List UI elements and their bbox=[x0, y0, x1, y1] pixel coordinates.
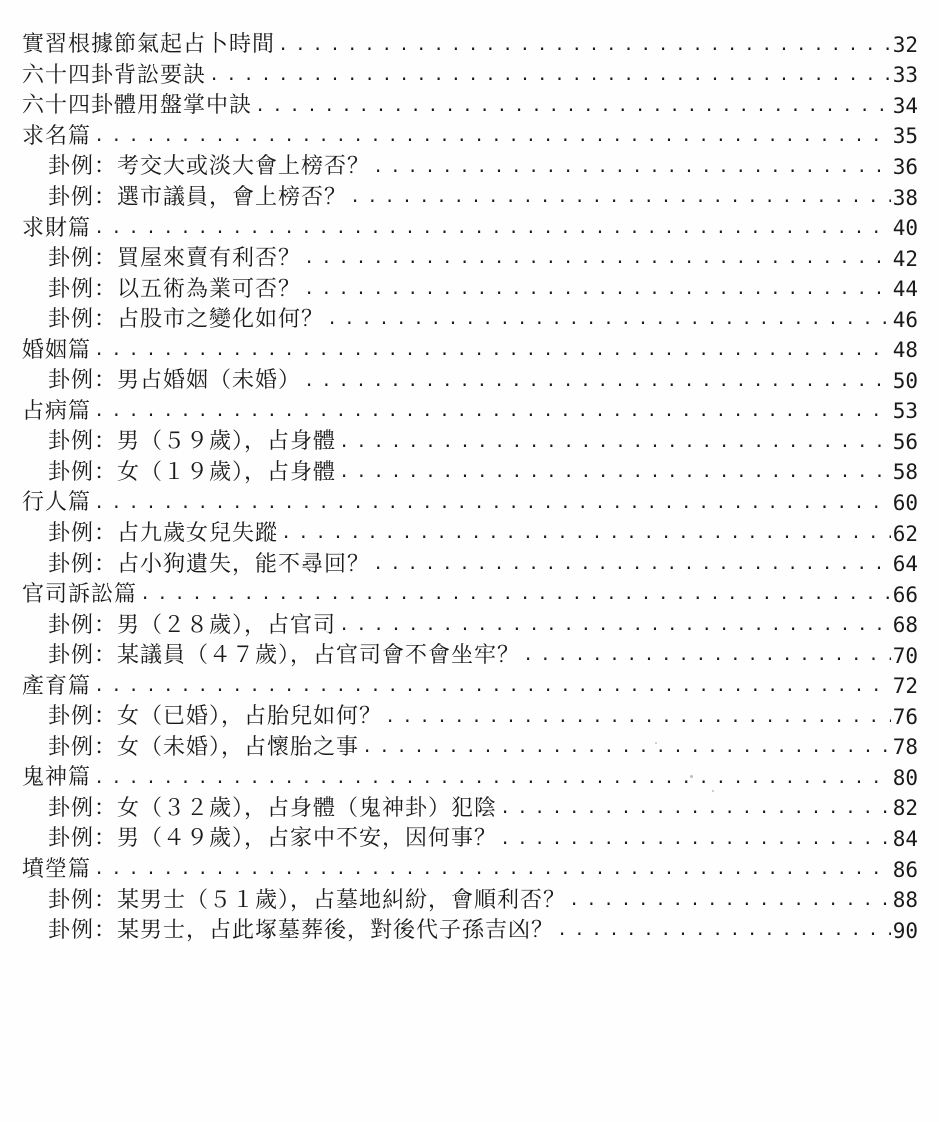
toc-page-number: 78 bbox=[892, 735, 918, 760]
toc-subentry bbox=[22, 702, 918, 733]
toc-page-number: 50 bbox=[892, 368, 918, 393]
toc-entry-title: 求名篇 bbox=[22, 123, 92, 149]
toc-entry-title: 卦例：以五術為業可否？ bbox=[48, 276, 302, 302]
toc-entry-title: 卦例：考交大或淡大會上榜否？ bbox=[48, 154, 371, 180]
toc-subentry bbox=[22, 824, 918, 855]
toc-section bbox=[22, 855, 918, 886]
toc-entry-title: 實習根據節氣起占卜時間 bbox=[22, 32, 276, 58]
toc-entry-title: 卦例：某男士（５１歲），占墓地糾紛，會順利否？ bbox=[48, 887, 567, 913]
dot-leader bbox=[94, 397, 891, 428]
toc-page-number: 72 bbox=[892, 674, 918, 699]
toc-page-number: 56 bbox=[892, 429, 918, 454]
toc-page-number: 32 bbox=[892, 32, 918, 57]
toc-entry-title: 占病篇 bbox=[22, 398, 92, 424]
dot-leader bbox=[94, 855, 891, 886]
dot-leader bbox=[500, 824, 891, 855]
toc-subentry bbox=[22, 519, 918, 550]
toc-entry-title: 婚姻篇 bbox=[22, 337, 92, 363]
dot-leader bbox=[373, 152, 891, 183]
dot-leader bbox=[94, 213, 891, 244]
dot-leader bbox=[557, 916, 891, 947]
table-of-contents bbox=[22, 30, 918, 946]
toc-section bbox=[22, 213, 918, 244]
dot-leader bbox=[500, 794, 891, 825]
dot-leader bbox=[569, 885, 891, 916]
toc-page-number: 88 bbox=[892, 888, 918, 913]
toc-page-number: 70 bbox=[892, 643, 918, 668]
dot-leader bbox=[523, 641, 891, 672]
toc-subentry bbox=[22, 458, 918, 489]
toc-entry-title: 卦例：男占婚姻（未婚） bbox=[48, 368, 302, 394]
toc-section bbox=[22, 30, 918, 61]
toc-entry-title: 卦例：占九歲女兒失蹤 bbox=[48, 521, 279, 547]
dot-leader bbox=[94, 122, 891, 153]
toc-section bbox=[22, 580, 918, 611]
toc-page-number: 80 bbox=[892, 765, 918, 790]
scan-speck bbox=[712, 790, 714, 792]
toc-subentry bbox=[22, 274, 918, 305]
toc-page-number: 38 bbox=[892, 185, 918, 210]
toc-entry-title: 產育篇 bbox=[22, 673, 92, 699]
toc-page-number: 58 bbox=[892, 460, 918, 485]
toc-section bbox=[22, 91, 918, 122]
dot-leader bbox=[339, 458, 891, 489]
toc-entry-title: 卦例：男（５９歲），占身體 bbox=[48, 429, 337, 455]
dot-leader bbox=[362, 733, 891, 764]
toc-section bbox=[22, 335, 918, 366]
toc-entry-title: 卦例：占小狗遺失，能不尋回？ bbox=[48, 551, 371, 577]
toc-subentry bbox=[22, 794, 918, 825]
toc-page-number: 66 bbox=[892, 582, 918, 607]
dot-leader bbox=[94, 671, 891, 702]
toc-entry-title: 鬼神篇 bbox=[22, 765, 92, 791]
toc-entry-title: 卦例：某議員（４７歲），占官司會不會坐牢？ bbox=[48, 643, 521, 669]
toc-page-number: 90 bbox=[892, 918, 918, 943]
toc-subentry bbox=[22, 152, 918, 183]
toc-page-number: 36 bbox=[892, 154, 918, 179]
dot-leader bbox=[255, 91, 891, 122]
dot-leader bbox=[327, 305, 891, 336]
dot-leader bbox=[339, 610, 891, 641]
toc-page-number: 86 bbox=[892, 857, 918, 882]
dot-leader bbox=[94, 763, 891, 794]
toc-page-number: 53 bbox=[892, 399, 918, 424]
toc-page-number: 33 bbox=[892, 63, 918, 88]
toc-page-number: 76 bbox=[892, 704, 918, 729]
toc-entry-title: 卦例：女（１９歲），占身體 bbox=[48, 459, 337, 485]
toc-subentry bbox=[22, 641, 918, 672]
toc-entry-title: 卦例：女（已婚），占胎兒如何？ bbox=[48, 704, 383, 730]
dot-leader bbox=[350, 183, 891, 214]
dot-leader bbox=[385, 702, 891, 733]
toc-page-number: 48 bbox=[892, 338, 918, 363]
toc-subentry bbox=[22, 610, 918, 641]
toc-page-number: 68 bbox=[892, 613, 918, 638]
dot-leader bbox=[281, 519, 891, 550]
toc-subentry bbox=[22, 885, 918, 916]
toc-section bbox=[22, 671, 918, 702]
toc-page-number: 42 bbox=[892, 246, 918, 271]
toc-entry-title: 六十四卦體用盤掌中訣 bbox=[22, 93, 253, 119]
toc-entry-title: 卦例：男（２８歲），占官司 bbox=[48, 612, 337, 638]
toc-entry-title: 卦例：買屋來賣有利否？ bbox=[48, 246, 302, 272]
toc-page-number: 60 bbox=[892, 490, 918, 515]
toc-entry-title: 官司訴訟篇 bbox=[22, 582, 138, 608]
toc-entry-title: 行人篇 bbox=[22, 490, 92, 516]
toc-subentry bbox=[22, 244, 918, 275]
dot-leader bbox=[278, 30, 891, 61]
toc-section bbox=[22, 763, 918, 794]
dot-leader bbox=[373, 549, 891, 580]
toc-subentry bbox=[22, 305, 918, 336]
toc-entry-title: 卦例：女（未婚），占懷胎之事 bbox=[48, 734, 360, 760]
toc-entry-title: 六十四卦背訟要訣 bbox=[22, 62, 207, 88]
toc-page-number: 46 bbox=[892, 307, 918, 332]
toc-entry-title: 卦例：占股市之變化如何？ bbox=[48, 307, 325, 333]
dot-leader bbox=[94, 335, 891, 366]
toc-entry-title: 卦例：男（４９歲），占家中不安，因何事？ bbox=[48, 826, 498, 852]
dot-leader bbox=[140, 580, 891, 611]
toc-subentry bbox=[22, 733, 918, 764]
toc-entry-title: 卦例：女（３２歲），占身體（鬼神卦）犯陰 bbox=[48, 795, 498, 821]
toc-entry-title: 求財篇 bbox=[22, 215, 92, 241]
toc-page-number: 84 bbox=[892, 826, 918, 851]
toc-page-number: 40 bbox=[892, 216, 918, 241]
toc-page-number: 35 bbox=[892, 124, 918, 149]
toc-entry-title: 卦例：某男士，占此塚墓葬後，對後代子孫吉凶？ bbox=[48, 918, 555, 944]
dot-leader bbox=[339, 427, 891, 458]
dot-leader bbox=[304, 244, 891, 275]
dot-leader bbox=[304, 366, 891, 397]
dot-leader bbox=[94, 488, 891, 519]
toc-page-number: 62 bbox=[892, 521, 918, 546]
toc-page-number: 82 bbox=[892, 796, 918, 821]
toc-page-number: 44 bbox=[892, 277, 918, 302]
toc-entry-title: 卦例：選市議員，會上榜否？ bbox=[48, 185, 348, 210]
toc-section bbox=[22, 122, 918, 153]
scan-speck bbox=[690, 775, 693, 778]
toc-page-number: 64 bbox=[892, 552, 918, 577]
toc-section bbox=[22, 397, 918, 428]
toc-section bbox=[22, 488, 918, 519]
dot-leader bbox=[209, 61, 891, 92]
toc-entry-title: 墳塋篇 bbox=[22, 857, 92, 883]
toc-subentry bbox=[22, 366, 918, 397]
toc-subentry bbox=[22, 183, 918, 214]
toc-subentry bbox=[22, 916, 918, 947]
toc-section bbox=[22, 61, 918, 92]
scan-speck bbox=[655, 742, 657, 744]
dot-leader bbox=[304, 274, 891, 305]
toc-subentry bbox=[22, 427, 918, 458]
toc-page-number: 34 bbox=[892, 93, 918, 118]
toc-subentry bbox=[22, 549, 918, 580]
